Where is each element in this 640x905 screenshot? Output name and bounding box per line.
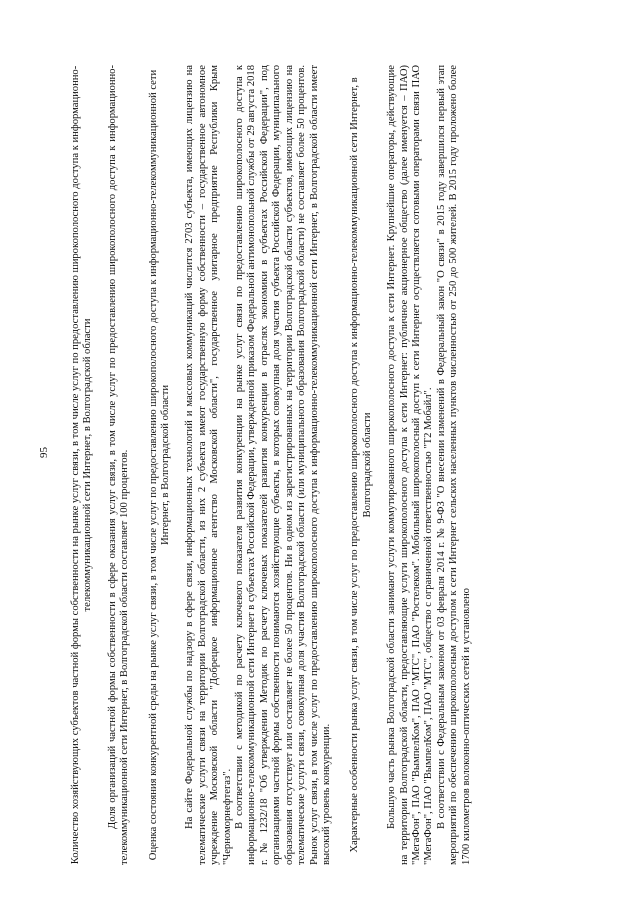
paragraph-operators: Большую часть рынка Волгоградской области занимают услуги коммутированного широкополосного доступа к сети Интернет. Крупнейшие операторы, действующие на территории Волгоградской области, предоставляющие услуги широкополосного доступа к сети Интернет: публичное акционерное общество (далее именуется – ПАО) "МегаФон", ПАО "ВымпелКом", ПАО "МТС", ПАО "Ростелеком". Мобильный широкополосный доступ к сети Интернет осуществляется сотовыми операторами связи ПАО "МегаФон", ПАО "ВымпелКом", ПАО "МТС", общество с ограниченной ответственностью "Т2 Мобайл". — [386, 65, 435, 865]
paragraph-methodology: В соответствии с методикой по расчету ключевого показателя развития конкуренции на рынке услуг связи по предоставлению широкополосного доступа к информационно-телекоммуникационной сети Интернет в субъектах Российской Федерации, утвержденной приказом Федеральной антимонопольной службы от 29 августа 2018 г. № 1232/18 "Об утверждении Методик по расчету ключевых показателей развития конкуренции в отраслях экономики в субъектах Российской Федерации", под организациями частной формы собственности понимаются хозяйствующие субъекты, в которых совокупная доля участия субъекта Российской Федерации, муниципального образования отсутствует или составляет не более 50 процентов. Ни в одном из зарегистрированных на территории Волгоградской области субъектов, имеющих лицензию на телематические услуги связи, совокупная доля участия Волгоградской области (или муниципального образования Волгоградской области) не составляет более 50 процентов. Рынок услуг связи, в том числе услуг по предоставлению широкополосного доступа к информационно-телекоммуникационной сети Интернет, в Волгоградской области имеет высокий уровень конкуренции. — [234, 65, 332, 865]
document-body — [70, 65, 473, 865]
paragraph-federal-law: В соответствии с Федеральным законом от 03 февраля 2014 г. № 9-ФЗ "О внесении изменений в Федеральный закон "О связи" в 2015 году завершился первый этап мероприятий по обеспечению широкополосным доступом к сети Интернет сельских населенных пунктов численностью от 250 до 500 жителей. В 2015 году проложено более 1700 километров волоконно-оптических сетей и установлено — [435, 65, 472, 865]
section-heading-features: Характерные особенности рынка услуг связи, в том числе услуг по предоставлению широкополосного доступа к информационно-телекоммуникационной сети Интернет, в Волгоградской области — [349, 77, 373, 853]
section-heading-assessment: Оценка состояния конкурентной среды на рынке услуг связи, в том числе услуг по предоставлению широкополосного доступа к информационно-телекоммуникационной сети Интернет, в Волгоградской области — [147, 69, 172, 861]
page-number: 95 — [38, 447, 50, 458]
paragraph-licenses: На сайте Федеральной службы по надзору в сфере связи, информационных технологий и массовых коммуникаций числится 2703 субъекта, имеющих лицензию на телематические услуги связи на территории Волгоградской области, из них 2 субъекта имеют государственную форму собственности – государственное автономное учреждение Московской области "Добрецкое информационное агентство Московской области", государственное унитарное предприятие Республики Крым "Черноморнефтегаз". — [184, 65, 233, 865]
section-heading-count: Количество хозяйствующих субъектов частной формы собственности на рынке услуг связи, в том числе услуг по предоставлению широкополосного доступа к информационно-телекоммуникационной сети Интернет, в Волгоградской области — [70, 65, 94, 865]
private-share-paragraph: Доля организаций частной формы собственности в сфере оказания услуг связи, в том числе услуг по предоставлению широкополосного доступа к информационно-телекоммуникационной сети Интернет, в Волгоградской области составляет 100 процентов. — [106, 65, 131, 865]
